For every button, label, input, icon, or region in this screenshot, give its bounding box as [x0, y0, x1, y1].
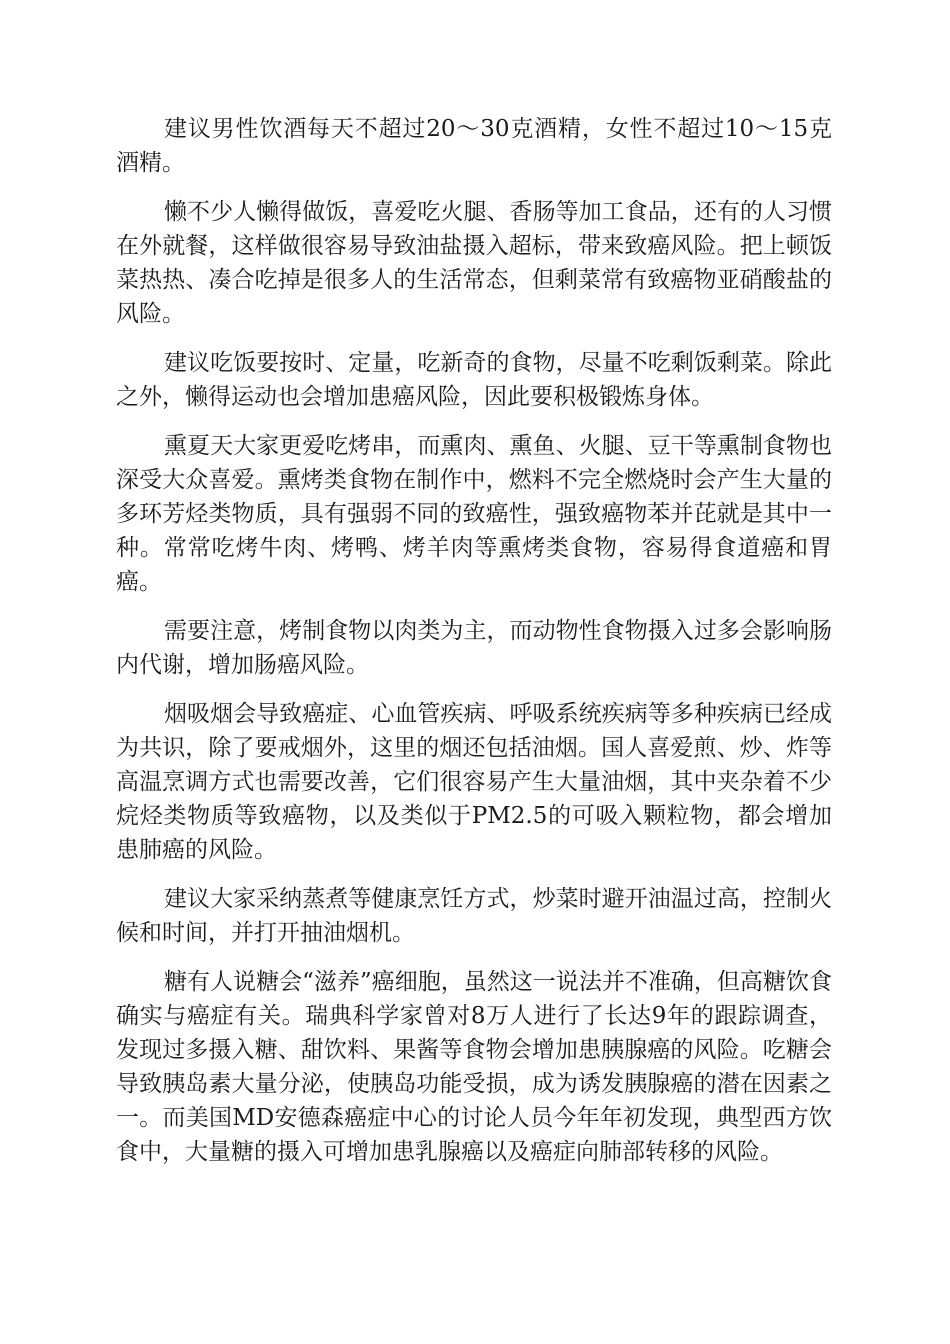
paragraph-grilled-food-note: 需要注意，烤制食物以肉类为主，而动物性食物摄入过多会影响肠内代谢，增加肠癌风险。: [116, 618, 832, 678]
paragraph-sugar: 糖有人说糖会“滋养”癌细胞，虽然这一说法并不准确，但高糖饮食确实与癌症有关。瑞典科学家曾对8万人进行了长达9年的跟踪调查，发现过多摄入糖、甜饮料、果酱等食物会增加患胰腺癌的风险。吃糖会导致胰岛素大量分泌，使胰岛功能受损，成为诱发胰腺癌的潜在因素之一。而美国MD安德森癌症中心的讨论人员今年年初发现，典型西方饮食中，大量糖的摄入可增加患乳腺癌以及癌症向肺部转移的风险。: [116, 969, 832, 1165]
paragraph-laziness: 懒不少人懒得做饭，喜爱吃火腿、香肠等加工食品，还有的人习惯在外就餐，这样做很容易导致油盐摄入超标，带来致癌风险。把上顿饭菜热热、凑合吃掉是很多人的生活常态，但剩菜常有致癌物亚硝酸盐的风险。: [116, 199, 832, 327]
paragraph-eating-advice: 建议吃饭要按时、定量，吃新奇的食物，尽量不吃剩饭剩菜。除此之外，懒得运动也会增加患癌风险，因此要积极锻炼身体。: [116, 350, 832, 410]
document-body: [116, 112, 832, 1184]
paragraph-alcohol-advice: 建议男性饮酒每天不超过20～30克酒精，女性不超过10～15克酒精。: [116, 116, 832, 176]
paragraph-cooking-advice: 建议大家采纳蒸煮等健康烹饪方式，炒菜时避开油温过高，控制火候和时间，并打开抽油烟机。: [116, 886, 832, 946]
paragraph-smoke: 烟吸烟会导致癌症、心血管疾病、呼吸系统疾病等多种疾病已经成为共识，除了要戒烟外，这里的烟还包括油烟。国人喜爱煎、炒、炸等高温烹调方式也需要改善，它们很容易产生大量油烟，其中夹杂着不少烷烃类物质等致癌物，以及类似于PM2.5的可吸入颗粒物，都会增加患肺癌的风险。: [116, 701, 832, 863]
paragraph-smoked-food: 熏夏天大家更爱吃烤串，而熏肉、熏鱼、火腿、豆干等熏制食物也深受大众喜爱。熏烤类食物在制作中，燃料不完全燃烧时会产生大量的多环芳烃类物质，具有强弱不同的致癌性，强致癌物苯并芘就是其中一种。常常吃烤牛肉、烤鸭、烤羊肉等熏烤类食物，容易得食道癌和胃癌。: [116, 433, 832, 595]
